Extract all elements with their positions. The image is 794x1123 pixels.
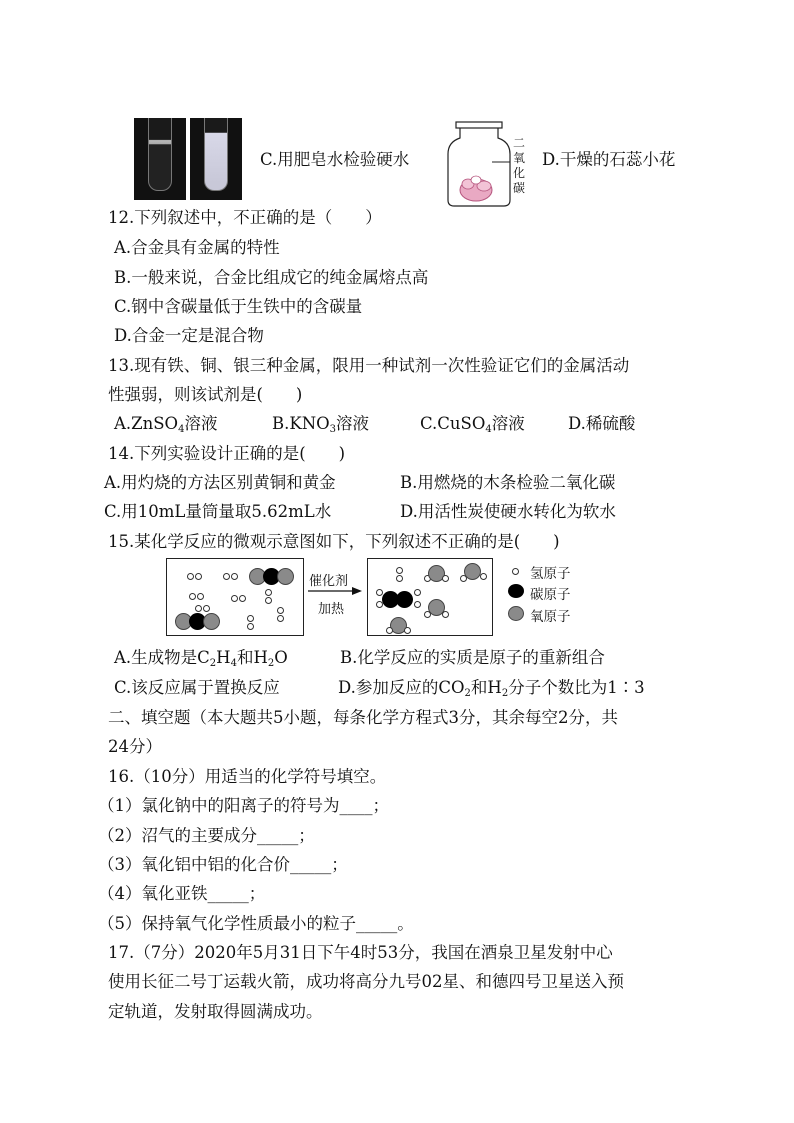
subscript: 3 [329, 424, 337, 435]
hydrogen-atom [424, 611, 431, 618]
products-box [367, 558, 493, 636]
jar-label-char: 化 [512, 166, 525, 180]
subscript: 4 [485, 424, 492, 435]
hydrogen-atom [265, 597, 272, 604]
formula-text: 和H [236, 648, 268, 667]
hydrogen-atom [197, 593, 204, 600]
formula-text: O [274, 648, 288, 667]
formula-text: C.CuSO [420, 414, 486, 433]
arrow-label-heating: 加热 [318, 602, 345, 617]
hydrogen-atom [396, 567, 403, 574]
hydrogen-atom [195, 605, 202, 612]
hydrogen-atom [203, 605, 210, 612]
hydrogen-atom [442, 611, 449, 618]
subscript: 2 [267, 658, 275, 669]
legend-oxygen-label: 氧原子 [530, 609, 571, 625]
hydrogen-atom [480, 573, 487, 580]
q12-stem: 12.下列叙述中，不正确的是（ ） [108, 208, 382, 227]
q16-stem: 16.（10分）用适当的化学符号填空。 [108, 767, 387, 786]
q14-option-b: B.用燃烧的木条检验二氧化碳 [400, 473, 616, 492]
legend-carbon-swatch [508, 584, 524, 598]
q13-option-a [114, 414, 217, 434]
formula-text: 和H [470, 678, 502, 697]
legend-oxygen-swatch [508, 606, 524, 621]
jar-label-char: 碳 [512, 181, 525, 195]
hydrogen-atom [404, 627, 411, 634]
hydrogen-atom [239, 595, 246, 602]
hydrogen-atom [247, 615, 254, 622]
q13-stem-line1: 13.现有铁、铜、银三种金属，限用一种试剂一次性验证它们的金属活动 [108, 356, 630, 375]
subscript: 2 [209, 658, 217, 669]
q14-option-d: D.用活性炭使硬水转化为软水 [400, 502, 616, 521]
hydrogen-atom [277, 607, 284, 614]
q14-stem: 14.下列实验设计正确的是( ) [108, 444, 346, 463]
q13-stem-line2: 性强弱，则该试剂是( ) [108, 385, 303, 404]
jar-label-char: 二 [512, 136, 525, 150]
formula-text: 溶液 [184, 414, 218, 433]
formula-text: D.参加反应的CO [338, 678, 465, 697]
subscript: 2 [501, 688, 509, 699]
hydrogen-atom [187, 573, 194, 580]
test-tube-photo-right [190, 118, 242, 200]
q13-option-c [420, 414, 525, 434]
section2-heading-line2: 24分） [108, 737, 162, 756]
hydrogen-atom [189, 593, 196, 600]
q15-option-c: C.该反应属于置换反应 [114, 678, 280, 697]
section2-heading-line1: 二、填空题（本大题共5小题，每条化学方程式3分，其余每空2分，共 [108, 708, 618, 727]
q15-stem: 15.某化学反应的微观示意图如下，下列叙述不正确的是( ) [108, 532, 560, 551]
arrow-label-catalyst: 催化剂 [309, 574, 349, 589]
hydrogen-atom [223, 573, 230, 580]
hydrogen-atom [396, 575, 403, 582]
q14-option-c: C.用10mL量筒量取5.62mL水 [104, 502, 332, 521]
formula-text: B.KNO [272, 414, 330, 433]
q14-option-a: A.用灼烧的方法区别黄铜和黄金 [104, 473, 336, 492]
formula-text: A.ZnSO [114, 414, 179, 433]
q12-option-c: C.钢中含碳量低于生铁中的含碳量 [114, 297, 363, 316]
reaction-arrow [306, 586, 364, 596]
legend-hydrogen-swatch [512, 568, 519, 575]
q12-option-a: A.合金具有金属的特性 [114, 238, 280, 257]
q15-option-d [338, 678, 645, 698]
formula-text: A.生成物是C [114, 648, 210, 667]
q13-option-d: D.稀硫酸 [568, 414, 636, 433]
jar-label-char: 氧 [512, 151, 525, 165]
q12-option-b: B.一般来说，合金比组成它的纯金属熔点高 [114, 268, 429, 287]
q12-option-d: D.合金一定是混合物 [114, 326, 264, 345]
hydrogen-atom [414, 601, 421, 608]
hydrogen-atom [277, 615, 284, 622]
oxygen-atom [277, 568, 294, 585]
q17-line2: 使用长征二号丁运载火箭，成功将高分九号02星、和德四号卫星送入预 [108, 972, 624, 991]
formula-text: 溶液 [336, 414, 370, 433]
hydrogen-atom [386, 627, 393, 634]
oxygen-atom [464, 563, 481, 580]
q16-item-2: （2）沼气的主要成分_____； [98, 826, 315, 845]
q15-option-b: B.化学反应的实质是原子的重新组合 [340, 648, 605, 667]
q16-item-1: （1）氯化钠中的阳离子的符号为____； [98, 796, 389, 815]
hydrogen-atom [247, 623, 254, 630]
q15-option-a [114, 648, 288, 668]
hydrogen-atom [265, 589, 272, 596]
legend-carbon-label: 碳原子 [530, 587, 571, 603]
q17-line1: 17.（7分）2020年5月31日下午4时53分，我国在酒泉卫星发射中心 [108, 943, 613, 962]
hydrogen-atom [231, 595, 238, 602]
hydrogen-atom [231, 573, 238, 580]
formula-text: 溶液 [491, 414, 525, 433]
q13-option-b [272, 414, 369, 434]
reactants-box [166, 558, 304, 636]
hydrogen-atom [442, 575, 449, 582]
subscript: 4 [230, 658, 237, 669]
formula-text: H [216, 648, 231, 667]
subscript: 4 [178, 424, 185, 435]
hydrogen-atom [414, 589, 421, 596]
q16-item-5: （5）保持氧气化学性质最小的粒子_____。 [98, 914, 414, 933]
subscript: 2 [464, 688, 471, 699]
q11-option-c: C.用肥皂水检验硬水 [260, 150, 410, 169]
carbon-atom [396, 591, 413, 608]
formula-text: 分子个数比为1∶3 [508, 678, 645, 697]
q17-line3: 定轨道，发射取得圆满成功。 [108, 1002, 323, 1021]
q11-option-d: D.干燥的石蕊小花 [542, 150, 676, 169]
hydrogen-atom [195, 573, 202, 580]
oxygen-atom [203, 613, 220, 630]
test-tube-photo-left [134, 118, 186, 200]
jar-label [512, 136, 526, 196]
q16-item-3: （3）氧化铝中铝的化合价_____； [98, 855, 348, 874]
legend-hydrogen-label: 氢原子 [530, 566, 571, 582]
q16-item-4: （4）氧化亚铁_____； [98, 884, 266, 903]
